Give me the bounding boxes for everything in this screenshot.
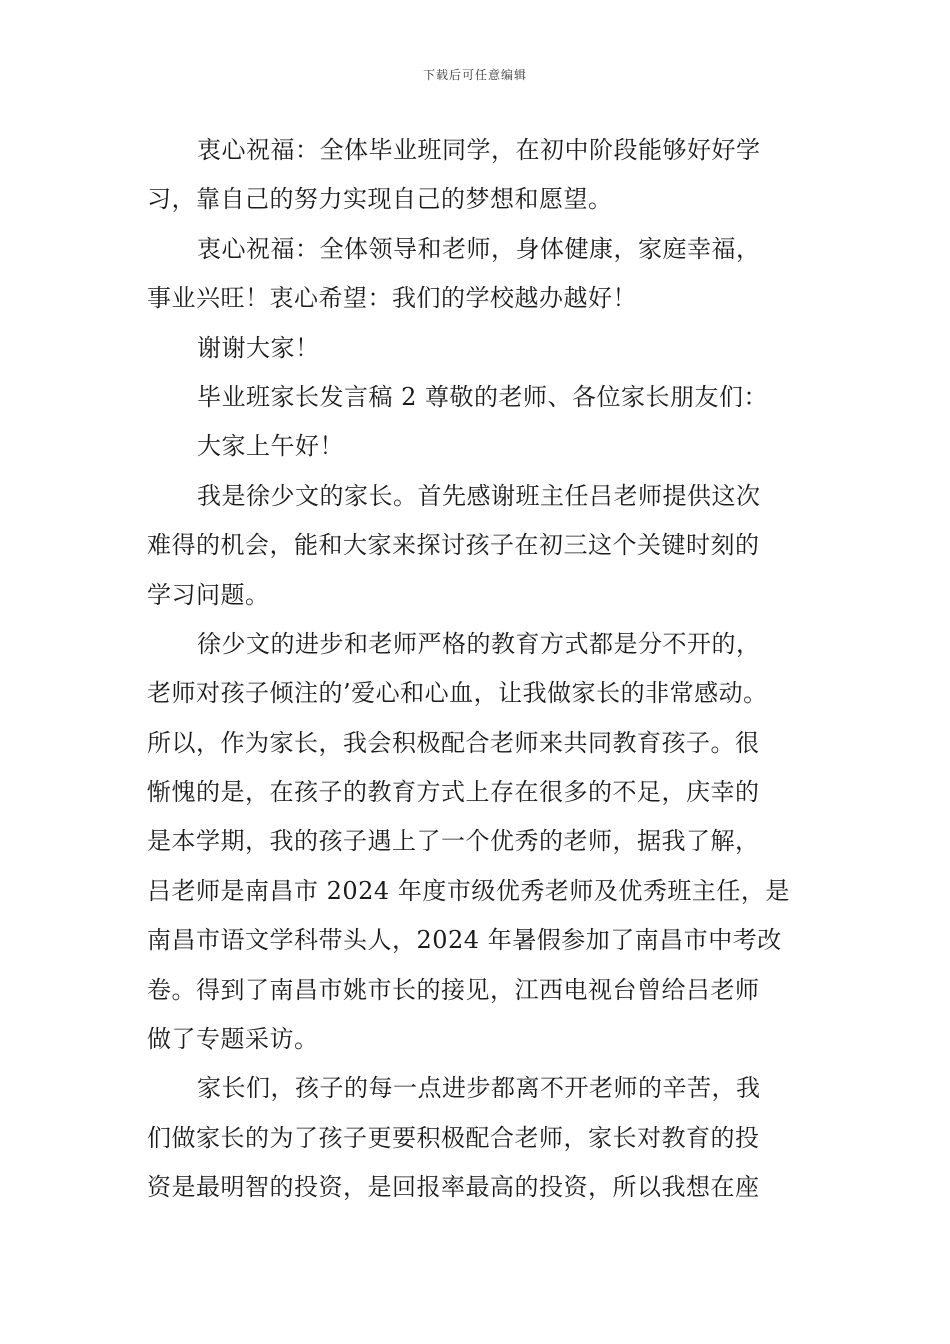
body-line-20: 家长们，孩子的每一点进步都离不开老师的辛苦，我	[197, 1074, 761, 1103]
body-line-10: 学习问题。	[147, 580, 270, 609]
body-line-18: 卷。得到了南昌市姚市长的接见，江西电视台曾给吕老师	[147, 975, 760, 1004]
body-line-15: 是本学期，我的孩子遇上了一个优秀的老师，据我了解，	[147, 827, 760, 856]
page-header-note: 下载后可任意编辑	[422, 68, 527, 82]
body-line-3: 衷心祝福：全体领导和老师，身体健康，家庭幸福，	[197, 234, 761, 263]
body-line-1: 衷心祝福：全体毕业班同学，在初中阶段能够好好学	[197, 136, 761, 164]
body-line-16: 吕老师是南昌市 2024 年度市级优秀老师及优秀班主任，是	[147, 876, 790, 905]
body-line-14: 惭愧的是，在孩子的教育方式上存在很多的不足，庆幸的	[147, 778, 760, 807]
body-line-8: 我是徐少文的家长。首先感谢班主任吕老师提供这次	[197, 481, 761, 510]
body-line-12: 老师对孩子倾注的’爱心和心血，让我做家长的非常感动。	[147, 679, 768, 708]
body-line-4: 事业兴旺！衷心希望：我们的学校越办越好！	[147, 284, 637, 313]
body-line-6: 毕业班家长发言稿 2 尊敬的老师、各位家长朋友们：	[197, 382, 769, 411]
body-line-17: 南昌市语文学科带头人，2024 年暑假参加了南昌市中考改	[147, 926, 782, 955]
body-line-11: 徐少文的进步和老师严格的教育方式都是分不开的，	[197, 629, 761, 658]
body-line-19: 做了专题采访。	[147, 1025, 319, 1054]
document-body	[147, 126, 827, 1213]
body-line-22: 资是最明智的投资，是回报率最高的投资，所以我想在座	[147, 1173, 760, 1202]
body-line-13: 所以，作为家长，我会积极配合老师来共同教育孩子。很	[147, 728, 760, 757]
body-line-7: 大家上午好！	[197, 432, 344, 461]
body-line-9: 难得的机会，能和大家来探讨孩子在初三这个关键时刻的	[147, 531, 760, 560]
body-line-2: 习，靠自己的努力实现自己的梦想和愿望。	[147, 185, 613, 214]
body-line-5: 谢谢大家！	[197, 333, 320, 362]
body-line-21: 们做家长的为了孩子更要积极配合老师，家长对教育的投	[147, 1123, 760, 1152]
